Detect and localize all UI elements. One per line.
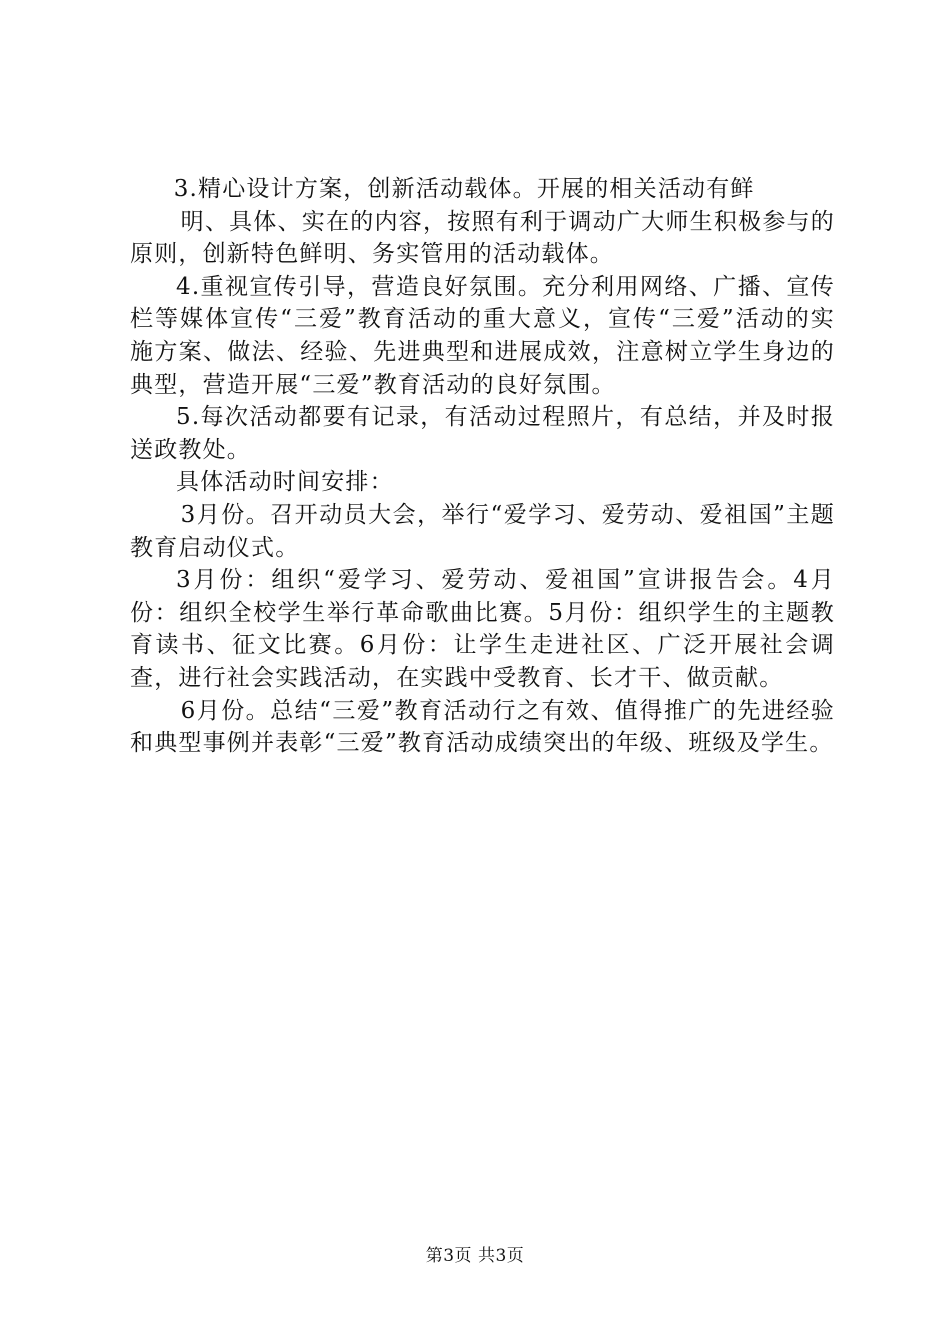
document-body — [130, 173, 835, 760]
paragraph-march-kickoff: 3月份。召开动员大会，举行“爱学习、爱劳动、爱祖国”主题教育启动仪式。 — [130, 501, 835, 561]
paragraph-june-summary: 6月份。总结“三爱”教育活动行之有效、值得推广的先进经验和典型事例并表彰“三爱”教育活动成绩突出的年级、班级及学生。 — [130, 697, 835, 757]
paragraph-design-plan-continued: 明、具体、实在的内容，按照有利于调动广大师生积极参与的原则，创新特色鲜明、务实管用的活动载体。 — [130, 208, 835, 268]
paragraph-design-plan: 3.精心设计方案，创新活动载体。开展的相关活动有鲜 — [173, 176, 755, 202]
paragraph-records: 5.每次活动都要有记录，有活动过程照片，有总结，并及时报送政教处。 — [130, 404, 835, 463]
page-footer: 第3页 共3页 — [425, 1246, 525, 1266]
paragraph-publicity: 4.重视宣传引导，营造良好氛围。充分利用网络、广播、宣传栏等媒体宣传“三爱”教育活动的重大意义，宣传“三爱”活动的实施方案、做法、经验、先进典型和进展成效，注意树立学生身边的典型，营造开展“三爱”教育活动的良好氛围。 — [130, 273, 835, 398]
paragraph-monthly-activities: 3月份：组织“爱学习、爱劳动、爱祖国”宣讲报告会。4月份：组织全校学生举行革命歌曲比赛。5月份：组织学生的主题教育读书、征文比赛。6月份：让学生走进社区、广泛开展社会调查，进行社会实践活动，在实践中受教育、长才干、做贡献。 — [130, 567, 835, 691]
paragraph-schedule-heading: 具体活动时间安排： — [176, 469, 394, 496]
